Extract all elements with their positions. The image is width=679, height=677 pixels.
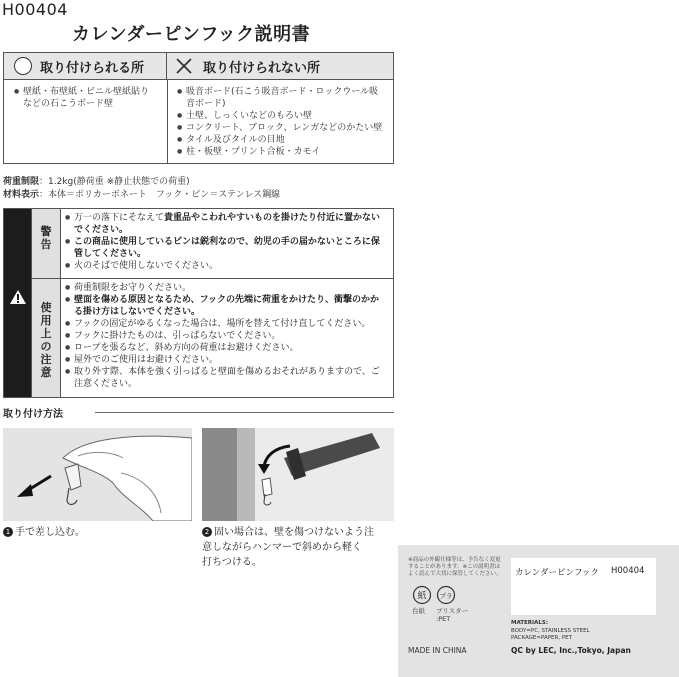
page-title: カレンダーピンフック説明書: [72, 24, 311, 45]
list-item: ● 柱・板壁・プリント合板・カモイ: [177, 146, 389, 158]
materials-title: MATERIALS:: [511, 620, 549, 626]
blister-label: ブリスター :PET: [436, 607, 469, 623]
list-item: ● 万一の落下にそなえて貴重品やこわれやすいものを掛けたり付近に置かないでください。: [65, 212, 387, 236]
materials-line1: BODY=PC, STAINLESS STEEL: [511, 628, 590, 634]
step2-caption: 2 固い場合は、壁を傷つけないよう注 意しながらハンマーで斜めから軽く 打ちつける。: [202, 527, 374, 568]
paper-recycle-icon: [412, 585, 432, 605]
method-heading: 取り付け方法: [3, 409, 63, 420]
list-item: ● フックに掛けたものは、引っぱらないでください。: [65, 330, 387, 342]
list-item: ● 吸音ボード(石こう吸音ボード・ロックウール吸 音ボード): [177, 86, 389, 110]
package-label: [398, 545, 679, 677]
box-product-code: H00404: [611, 566, 645, 576]
ok-header: [4, 53, 167, 80]
list-item: ● 取り外す際、本体を強く引っぱると壁面を傷めるおそれがありますので、ご注意ください。: [65, 366, 387, 390]
compatibility-table: [3, 52, 394, 164]
list-item: ● コンクリート、ブロック、レンガなどのかたい壁: [177, 122, 389, 134]
package-note: ※商品の外観仕様等は、予告なく変更 することがあります。※この説明書は よく読んで大切に保管してください。: [408, 557, 502, 577]
cross-ng-icon: [175, 57, 193, 75]
caution-list: [65, 282, 387, 390]
caution-label: 使 用 上 の 注 意: [40, 301, 52, 379]
ng-header: [167, 53, 393, 80]
warning-list: [65, 212, 387, 272]
list-item: ● 壁紙・布壁紙・ビニル壁紙貼り などの石こうボード壁: [14, 86, 149, 110]
list-item: ● この商品に使用しているピンは鋭利なので、幼児の手の届かないところに保管してください。: [65, 236, 387, 260]
list-item: ● 屋外でのご使用はお避けください。: [65, 354, 387, 366]
plastic-recycle-icon: [436, 585, 456, 605]
list-item: ● フックの固定がゆるくなった場合は、場所を替えて付け直してください。: [65, 318, 387, 330]
product-code: H00404: [2, 0, 68, 19]
step1-illustration: [3, 428, 192, 521]
list-item: ● 土壁、しっくいなどのもろい壁: [177, 110, 389, 122]
ng-list: [177, 86, 389, 158]
step1-caption: 1 手で差し込む。: [3, 525, 85, 540]
step2-illustration: [202, 428, 394, 521]
list-item: ● 荷重制限をお守りください。: [65, 282, 387, 294]
step2-number: 2: [202, 527, 212, 537]
circle-ok-icon: [14, 57, 32, 75]
paper-label: 台紙: [412, 607, 425, 615]
materials-line2: PACKAGE=PAPER, PET: [511, 635, 572, 641]
warning-triangle-icon: [9, 289, 27, 305]
svg-text:プラ: プラ: [439, 592, 453, 600]
load-limit: 荷重制限：1.2kg(静荷重 ※静止状態での荷重): [3, 177, 190, 187]
svg-text:紙: 紙: [417, 591, 427, 602]
box-product-name: カレンダーピンフック: [515, 568, 599, 578]
company-label: QC by LEC, Inc.,Tokyo, Japan: [511, 646, 631, 655]
material-info: 材料表示：本体＝ポリカーボネート フック・ピン＝ステンレス鋼線: [3, 190, 281, 200]
warning-label: 警 告: [40, 225, 52, 251]
list-item: ● ロープを張るなど、斜め方向の荷重はお避けください。: [65, 342, 387, 354]
step1-number: 1: [3, 527, 13, 537]
ok-title: 取り付けられる所: [40, 61, 145, 76]
product-name-box: [511, 558, 656, 615]
ok-list: [14, 86, 149, 110]
warning-table: [3, 208, 394, 398]
list-item: ● 火のそばで使用しないでください。: [65, 260, 387, 272]
list-item: ● 壁面を傷める原因となるため、フックの先端に荷重をかけたり、衝撃のかかる掛け方はしないでください。: [65, 294, 387, 318]
made-in-label: MADE IN CHINA: [408, 646, 467, 655]
ng-title: 取り付けられない所: [203, 61, 321, 76]
list-item: ● タイル及びタイルの目地: [177, 134, 389, 146]
